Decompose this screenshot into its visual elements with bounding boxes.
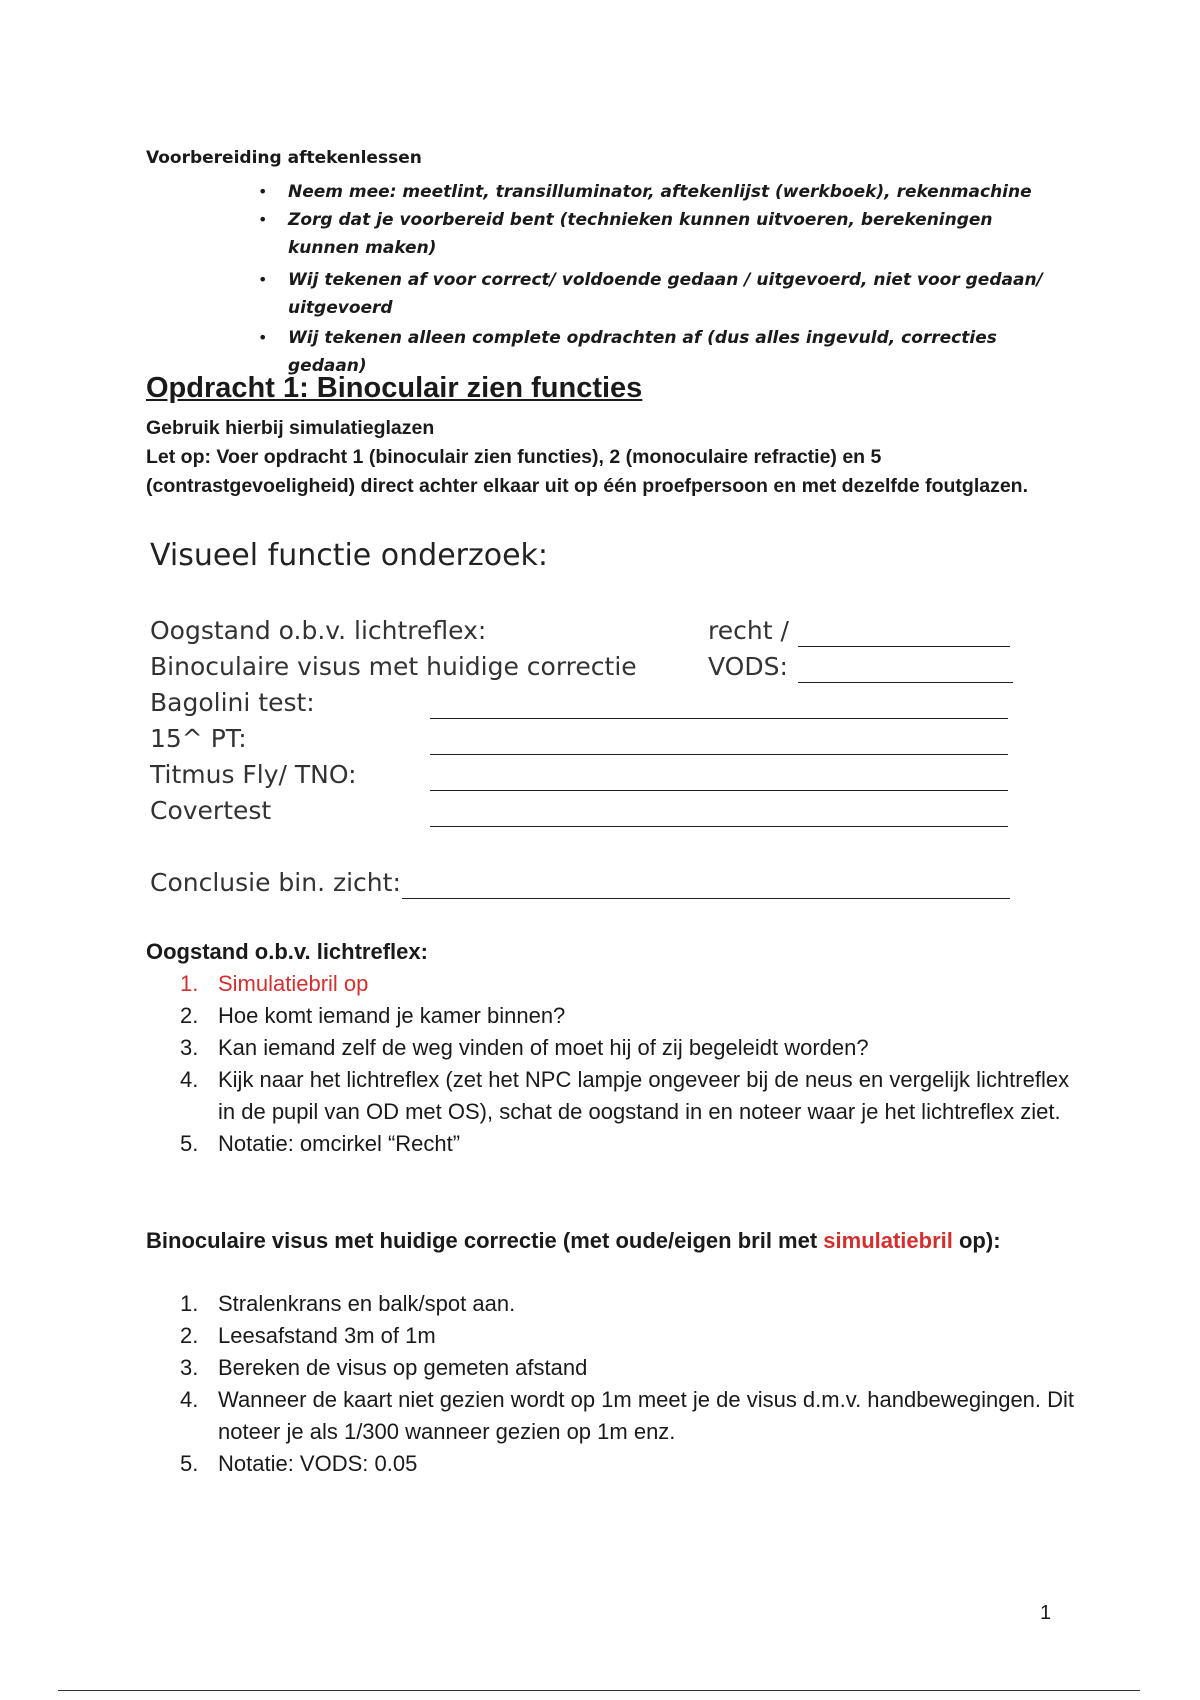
- form-value-recht: recht /: [708, 616, 789, 645]
- form-label-titmus: Titmus Fly/ TNO:: [150, 760, 357, 789]
- list-item: 1. Stralenkrans en balk/spot aan.: [180, 1291, 516, 1316]
- prep-item: • Wij tekenen af voor correct/ voldoende gedaan / uitgevoerd, niet voor gedaan/ uitgevoerd: [288, 266, 1068, 322]
- oogstand-list: [180, 968, 1080, 1160]
- assignment-subtitle: Gebruik hierbij simulatieglazen: [146, 417, 435, 439]
- footer-divider: [58, 1690, 1140, 1691]
- form-value-vods: VODS:: [708, 652, 788, 681]
- list-item: 3. Kan iemand zelf de weg vinden of moet hij of zij begeleidt worden?: [180, 1035, 869, 1060]
- list-item: 4. Wanneer de kaart niet gezien wordt op 1m meet je de visus d.m.v. handbewegingen. Dit noteer je als 1/300 wanneer gezien op 1m enz.: [180, 1387, 1075, 1444]
- bullet-icon: •: [258, 328, 268, 347]
- form-label-bagolini: Bagolini test:: [150, 688, 315, 717]
- form-field-bagolini[interactable]: [430, 718, 1008, 719]
- form-field-titmus[interactable]: [430, 790, 1008, 791]
- highlight-simulatiebril: simulatiebril: [823, 1228, 953, 1253]
- list-item: 3. Bereken de visus op gemeten afstand: [180, 1355, 588, 1380]
- prep-item: • Neem mee: meetlint, transilluminator, aftekenlijst (werkboek), rekenmachine: [288, 178, 1068, 206]
- list-item: 4. Kijk naar het lichtreflex (zet het NPC lampje ongeveer bij de neus en vergelijk lichtreflex in de pupil van OD met OS), schat de oogstand in en noteer waar je het lichtreflex ziet.: [180, 1067, 1070, 1124]
- list-item: 2. Hoe komt iemand je kamer binnen?: [180, 1003, 566, 1028]
- form-label-oogstand: Oogstand o.b.v. lichtreflex:: [150, 616, 487, 645]
- prep-title: Voorbereiding aftekenlessen: [146, 148, 422, 168]
- prep-item: • Wij tekenen alleen complete opdrachten af (dus alles ingevuld, correcties gedaan): [288, 324, 1068, 380]
- assignment-title: Opdracht 1: Binoculair zien functies: [146, 372, 643, 404]
- section-heading-oogstand: Oogstand o.b.v. lichtreflex:: [146, 939, 428, 964]
- page-number: 1: [1040, 1602, 1052, 1624]
- form-field-covertest[interactable]: [430, 826, 1008, 827]
- form-field-vods[interactable]: [798, 682, 1013, 683]
- bullet-icon: •: [258, 270, 268, 289]
- form-field-conclusie[interactable]: [402, 898, 1010, 899]
- form-field-oogstand[interactable]: [798, 646, 1010, 647]
- visus-list: [180, 1288, 1080, 1480]
- prep-item: • Zorg dat je voorbereid bent (technieken kunnen uitvoeren, berekeningen kunnen maken): [288, 206, 1068, 262]
- section-heading-visus: Binoculaire visus met huidige correctie (met oude/eigen bril met simulatiebril op):: [146, 1228, 1001, 1253]
- bullet-icon: •: [258, 210, 268, 229]
- form-label-conclusie: Conclusie bin. zicht:: [150, 868, 401, 897]
- list-item: 5. Notatie: VODS: 0.05: [180, 1451, 418, 1476]
- form-label-pt: 15^ PT:: [150, 724, 247, 753]
- form-field-pt[interactable]: [430, 754, 1008, 755]
- form-label-visus: Binoculaire visus met huidige correctie: [150, 652, 637, 681]
- list-item: 5. Notatie: omcirkel “Recht”: [180, 1131, 461, 1156]
- list-item: 2. Leesafstand 3m of 1m: [180, 1323, 436, 1348]
- form-title: Visueel functie onderzoek:: [150, 538, 549, 573]
- list-item: 1. Simulatiebril op: [180, 971, 369, 996]
- form-label-covertest: Covertest: [150, 796, 272, 825]
- assignment-note: Let op: Voer opdracht 1 (binoculair zien functies), 2 (monoculaire refractie) en 5 (contrastgevoeligheid) direct achter elkaar uit op één proefpersoon en met dezelfde foutglazen.: [146, 446, 1029, 497]
- bullet-icon: •: [258, 182, 268, 201]
